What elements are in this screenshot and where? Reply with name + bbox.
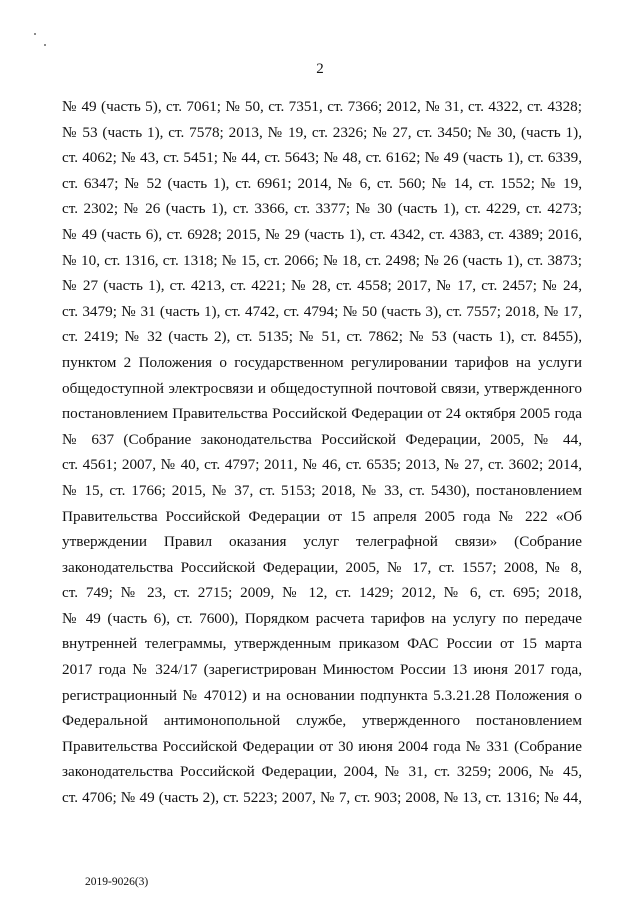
text-line: ст. 4062; № 43, ст. 5451; № 44, ст. 5643; № 48, ст. 6162; № 49 (часть 1), ст. 6339, [62, 149, 582, 167]
text-line: ст. 749; № 23, ст. 2715; 2009, № 12, ст. 1429; 2012, № 6, ст. 695; 2018, [62, 584, 582, 602]
text-line: ст. 3479; № 31 (часть 1), ст. 4742, ст. 4794; № 50 (часть 3), ст. 7557; 2018, № 17, [62, 302, 582, 320]
text-line: № 637 (Собрание законодательства Российской Федерации, 2005, № 44, [62, 430, 582, 448]
document-code: 2019-9026(3) [85, 876, 149, 888]
text-line: регистрационный № 47012) и на основании подпункта 5.3.21.28 Положения о [62, 686, 582, 704]
text-line: Правительства Российской Федерации от 30 июня 2004 года № 331 (Собрание [62, 737, 582, 755]
text-line: утверждении Правил оказания услуг телеграфной связи» (Собрание [62, 533, 582, 551]
text-line: № 49 (часть 6), ст. 7600), Порядком расчета тарифов на услугу по передаче [62, 609, 582, 627]
text-line: ст. 6347; № 52 (часть 1), ст. 6961; 2014, № 6, ст. 560; № 14, ст. 1552; № 19, [62, 174, 582, 192]
scan-speck [34, 33, 36, 35]
text-line: Правительства Российской Федерации от 15 апреля 2005 года № 222 «Об [62, 507, 582, 525]
text-line: № 49 (часть 6), ст. 6928; 2015, № 29 (часть 1), ст. 4342, ст. 4383, ст. 4389; 2016, [62, 225, 582, 243]
text-line: ст. 4561; 2007, № 40, ст. 4797; 2011, № 46, ст. 6535; 2013, № 27, ст. 3602; 2014, [62, 456, 582, 474]
text-line: № 27 (часть 1), ст. 4213, ст. 4221; № 28, ст. 4558; 2017, № 17, ст. 2457; № 24, [62, 277, 582, 295]
page-number: 2 [316, 61, 324, 77]
text-line: ст. 4706; № 49 (часть 2), ст. 5223; 2007, № 7, ст. 903; 2008, № 13, ст. 1316; № 44, [62, 789, 582, 807]
scan-speck [44, 44, 46, 46]
text-line: общедоступной электросвязи и общедоступной почтовой связи, утвержденного [62, 379, 582, 397]
text-line: Федеральной антимонопольной службе, утвержденного постановлением [62, 712, 582, 730]
text-line: № 53 (часть 1), ст. 7578; 2013, № 19, ст. 2326; № 27, ст. 3450; № 30, (часть 1), [62, 123, 582, 141]
text-line: постановлением Правительства Российской Федерации от 24 октября 2005 года [62, 405, 582, 423]
text-line: № 49 (часть 5), ст. 7061; № 50, ст. 7351, ст. 7366; 2012, № 31, ст. 4322, ст. 4328; [62, 98, 582, 115]
text-line: законодательства Российской Федерации, 2004, № 31, ст. 3259; 2006, № 45, [62, 763, 582, 781]
text-line: пунктом 2 Положения о государственном регулировании тарифов на услуги [62, 353, 582, 371]
text-line: № 15, ст. 1766; 2015, № 37, ст. 5153; 2018, № 33, ст. 5430), постановлением [62, 481, 582, 499]
text-line: ст. 2302; № 26 (часть 1), ст. 3366, ст. 3377; № 30 (часть 1), ст. 4229, ст. 4273; [62, 200, 582, 218]
body-text [62, 94, 582, 811]
text-line: законодательства Российской Федерации, 2005, № 17, ст. 1557; 2008, № 8, [62, 558, 582, 576]
text-line: № 10, ст. 1316, ст. 1318; № 15, ст. 2066; № 18, ст. 2498; № 26 (часть 1), ст. 3873; [62, 251, 582, 269]
text-line: 2017 года № 324/17 (зарегистрирован Минюстом России 13 июня 2017 года, [62, 661, 582, 679]
text-line: ст. 2419; № 32 (часть 2), ст. 5135; № 51, ст. 7862; № 53 (часть 1), ст. 8455), [62, 328, 582, 346]
text-line: внутренней телеграммы, утвержденным приказом ФАС России от 15 марта [62, 635, 582, 653]
